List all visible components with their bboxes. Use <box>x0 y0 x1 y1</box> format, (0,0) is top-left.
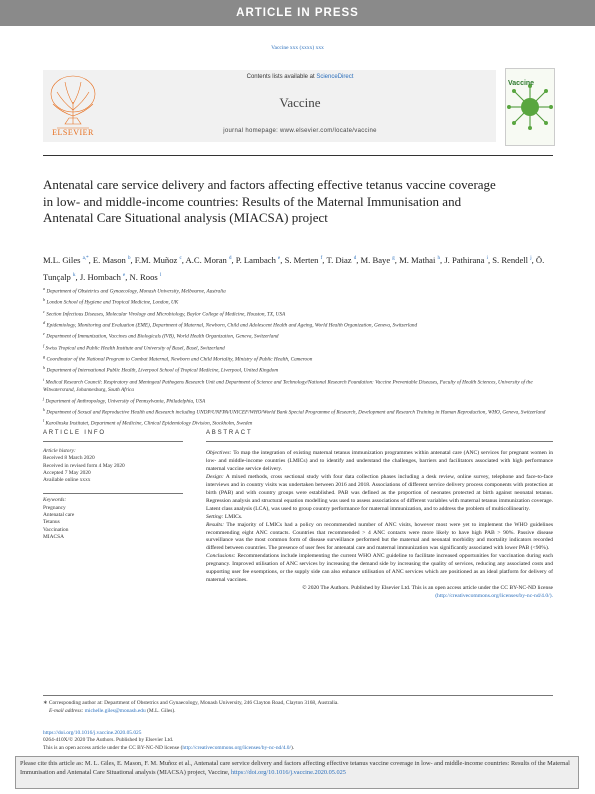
sciencedirect-link[interactable]: ScienceDirect <box>316 74 354 80</box>
affiliation-key: j <box>43 395 45 401</box>
homepage-link[interactable]: www.elsevier.com/locate/vaccine <box>280 128 377 134</box>
article-info-heading: ARTICLE INFO <box>43 430 106 436</box>
author-name: S. Merten $^f$ <box>284 254 323 265</box>
journal-name: Vaccine <box>279 95 321 110</box>
keyword: Tetanus <box>43 519 60 526</box>
abstract-objectives <box>206 450 553 474</box>
email-link[interactable]: michelle.giles@monash.edu <box>84 707 146 714</box>
abstract-setting <box>206 514 553 522</box>
conclusions-label: Conclusions: <box>206 553 236 560</box>
abstract-heading: ABSTRACT <box>206 430 253 436</box>
affiliation-key: b <box>43 297 46 303</box>
affiliation-item: $^a$ Department of Obstetrics and Gynaecology, Monash University, Melbourne, Australia <box>43 286 226 295</box>
author-name: M.L. Giles $^{a,*}$ <box>43 254 89 265</box>
accepted-date: Accepted 7 May 2020 <box>43 469 91 476</box>
affiliation-key: k <box>43 406 45 412</box>
keyword: Antenatal care <box>43 512 75 519</box>
abstract-bottom-rule <box>43 695 553 696</box>
abstract-rule <box>206 441 553 442</box>
conclusions-text: Recommendations include implementing the current WHO ANC guideline to facilitate increased opportunities for vaccination during each pregnancy. Improved utilisation of ANC services by increasing the demand side by increasing the quality of services, reducing any associated costs and supporting user fee exemptions, or the supply side can also enhance utilisation of ANC services which are positioned as an ideal platform for delivery of maternal vaccines. <box>206 553 553 584</box>
affiliation-item: $^k$ Department of Sexual and Reproductive Health and Research including UNDP/UNFPA/UNICEF/WHO/World Bank Special Programme of Research, Development and Research Training in Human Reproduction, WHO, Geneva, Switzerland <box>43 406 546 416</box>
author-name: N. Roos $^l$ <box>129 271 162 282</box>
doi-block <box>43 730 553 752</box>
author-affiliation-marker[interactable]: k <box>73 272 76 278</box>
affiliation-key: c <box>43 308 45 314</box>
author-list: M.L. Giles $^{a,*}$, E. Mason $^b$, F.M. Muñoz $^c$, A.C. Moran $^d$, P. Lambach $^e$, S. Merten $^f$, T. Diaz $^d$, M. Baye $^g$, M. Mathai $^h$, J. Pathirana $^i$, S. Rendell $^j$, Ö. Tunçalp $^k$, J. Hombach $^e$, N. Roos $^l$ <box>43 254 545 282</box>
revised-date: Received in revised form 4 May 2020 <box>43 462 125 469</box>
affiliation-item: $^i$ Medical Research Council: Respiratory and Meningeal Pathogens Research Unit and Department of Science and Technology/National Research Foundation: Vaccine Preventable Diseases, Faculty of Health Sciences, University of the Witwatersrand, Johannesburg, South Africa <box>43 376 533 393</box>
journal-homepage <box>110 128 490 134</box>
affiliation-key: f <box>43 342 45 348</box>
affiliation-key: d <box>43 319 46 325</box>
article-info-block <box>43 448 183 541</box>
affiliation-item: $^j$ Department of Anthropology, University of Pennsylvania, Philadelphia, USA <box>43 395 206 405</box>
affiliation-key: a <box>43 286 46 291</box>
issn-line: 0264-410X/© 2020 The Authors. Published by Elsevier Ltd. <box>43 737 174 744</box>
cover-journal-title: Vaccine <box>508 80 535 87</box>
license-prefix: This is an open access article under the CC BY-NC-ND license ( <box>43 744 183 751</box>
affiliation-item: $^d$ Epidemiology, Monitoring and Evaluation (EME), Department of Maternal, Newborn, Child and Adolescent Health and Ageing, World Health Organization, Geneva, Switzerland <box>43 319 418 329</box>
objectives-text: To map the integration of existing maternal tetanus immunization programmes within antenatal care (ANC) services for pregnant women in low- and middle-income countries (LMICs) and to identify and understand the challenges, barriers and facilitators associated with high performance maternal vaccine service delivery. <box>206 450 553 472</box>
email-label: E-mail address: <box>49 707 84 714</box>
article-info-rule <box>43 441 183 442</box>
doi-link[interactable]: https://doi.org/10.1016/j.vaccine.2020.05.025 <box>43 730 142 736</box>
citation-doi-link[interactable]: https://doi.org/10.1016/j.vaccine.2020.05.025 <box>230 769 346 777</box>
author-affiliation-marker[interactable]: e <box>123 272 126 278</box>
affiliation-item: $^g$ Coordinator of the National Program to Combat Maternal, Newborn and Child Mortality, Ministry of Public Health, Cameroon <box>43 353 313 363</box>
affiliation-key: i <box>43 376 45 382</box>
author-affiliation-marker[interactable]: a,* <box>82 256 89 261</box>
affiliation-item: $^c$ Section Infectious Diseases, Molecular Virology and Microbiology, Baylor College of Medicine, Houston, TX, USA <box>43 308 286 318</box>
author-name: S. Rendell $^j$ <box>492 254 532 265</box>
author-name: J. Pathirana $^i$ <box>444 254 488 265</box>
license-suffix: ). <box>290 744 295 751</box>
license-line <box>43 745 553 752</box>
corresponding-author: ∗ Corresponding author at: Department of Obstetrics and Gynaecology, Monash University, 246 Clayton Road, Clayton 3168, Australia. <box>43 700 339 706</box>
keywords-rule <box>43 493 183 494</box>
corresponding-text: Corresponding author at: Department of Obstetrics and Gynaecology, Monash University, 246 Clayton Road, Clayton 3168, Australia. <box>48 700 339 706</box>
author-affiliation-marker[interactable]: d <box>353 256 357 261</box>
affiliation-item: $^f$ Swiss Tropical and Public Health Institute and University of Basel, Basel, Switzerland <box>43 342 225 352</box>
contents-line <box>110 74 490 80</box>
keyword: MIACSA <box>43 533 64 540</box>
results-text: The majority of LMICs had a policy on recommended number of ANC visits, however most were yet to implement the WHO guidelines recommending eight ANC contacts. Countries that recommended > 4 ANC contacts were more likely to have high PAB > 90%. Passive disease surveillance was the most common form of disease surveillance performed but the maternal and neonatal morbidity and mortality indicators recorded differed between countries. The presence of user fees for antenatal care and maternal immunization was significantly associated with lower PAB (<90%). <box>206 521 553 552</box>
corresponding-footnote <box>43 700 553 715</box>
elsevier-wordmark: ELSEVIER <box>52 128 94 137</box>
author-affiliation-marker[interactable]: h <box>437 256 441 261</box>
abstract-body <box>206 450 553 601</box>
abstract-conclusions <box>206 553 553 585</box>
abstract-copyright <box>206 585 553 601</box>
objectives-label: Objectives: <box>206 450 232 456</box>
author-name: E. Mason $^b$ <box>92 254 131 265</box>
author-affiliation-marker[interactable]: d <box>229 256 232 261</box>
banner-text: ARTICLE IN PRESS <box>236 7 359 19</box>
author-name: M. Baye $^g$ <box>360 254 395 265</box>
author-affiliation-marker[interactable]: l <box>159 272 162 278</box>
affiliation-list <box>43 285 553 429</box>
author-name: A.C. Moran $^d$ <box>185 254 232 265</box>
header-divider <box>43 155 553 156</box>
article-in-press-banner <box>0 0 595 26</box>
author-name: F.M. Muñoz $^c$ <box>134 254 182 265</box>
setting-text: LMICs. <box>224 513 243 520</box>
affiliation-item: $^l$ Karolinska Institutet, Department of Medicine, Clinical Epidemiology Division, Stockholm, Sweden <box>43 418 253 427</box>
license-url-link[interactable]: http://creativecommons.org/licenses/by-nc-nd/4.0/ <box>182 744 291 751</box>
affiliation-item: $^e$ Department of Immunization, Vaccines and Biologicals (IVB), World Health Organization, Geneva, Switzerland <box>43 331 279 341</box>
email-suffix: (M.L. Giles). <box>147 707 176 714</box>
citation-box <box>15 756 579 789</box>
affiliation-key: h <box>43 365 46 371</box>
author-affiliation-marker[interactable]: b <box>128 256 131 261</box>
author-affiliation-marker[interactable]: f <box>320 256 323 261</box>
author-name: T. Diaz $^d$ <box>326 254 357 265</box>
affiliation-key: g <box>43 353 46 359</box>
article-title: Antenatal care service delivery and factors affecting effective tetanus vaccine coverage in low- and middle-income countries: Results of the Maternal Immunisation and Antenatal Care Situational analysis (MIACSA) project <box>43 177 496 225</box>
journal-reference[interactable]: Vaccine xxx (xxxx) xxx <box>271 45 324 51</box>
author-name: P. Lambach $^e$ <box>235 254 281 265</box>
author-name: Ö. Tunçalp $^k$ <box>43 254 545 282</box>
keyword: Vaccination <box>43 526 69 533</box>
author-affiliation-marker[interactable]: c <box>179 256 182 261</box>
affiliation-item: $^b$ London School of Hygiene and Tropical Medicine, London, UK <box>43 297 179 307</box>
author-affiliation-marker[interactable]: g <box>392 256 395 261</box>
author-name: M. Mathai $^h$ <box>399 254 441 265</box>
design-label: Design: <box>206 473 224 480</box>
keywords-label: Keywords: <box>43 497 67 504</box>
design-text: A mixed methods, cross sectional study with four data collection phases including a desk review, online survey, telephone and face-to-face interviews and in country visits was undertaken between 2016 and 2018. Associations of different service delivery process components with protection at birth (PAB) and with country groups were established. PAB was defined as the proportion of neonates protected at birth against neonatal tetanus. Regression analysis and structural equation modelling was used to assess associations of different variables with maternal tetanus immunization coverage. Latent class analysis (LCA), was used to group country performance for maternal immunization, and to address the problem of multicollinearity. <box>206 473 553 512</box>
homepage-label: journal homepage: <box>223 128 279 134</box>
author-name: J. Hombach $^e$ <box>79 271 126 282</box>
online-date: Available online xxxx <box>43 477 91 484</box>
license-link[interactable]: (http://creativecommons.org/licenses/by-nc-nd/4.0/). <box>435 593 553 600</box>
results-label: Results: <box>206 521 225 528</box>
affiliation-key: e <box>43 331 45 337</box>
author-affiliation-marker[interactable]: e <box>278 256 281 261</box>
history-label: Article history: <box>43 448 76 454</box>
email-line <box>43 708 553 716</box>
received-date: Received 8 March 2020 <box>43 455 95 462</box>
citation-text: Please cite this article as: M. L. Giles, E. Mason, F. M. Muñoz et al., Antenatal care service delivery and factors affecting effective tetanus vaccine coverage in low- and middle-income countries: Results of the Maternal Immunisation and Antenatal Care Situational analysis (MIACSA) project, Vaccine, <box>20 760 570 777</box>
abstract-design <box>206 474 553 514</box>
affiliation-key: l <box>43 418 45 424</box>
author-affiliation-marker[interactable]: i <box>486 256 488 261</box>
author-affiliation-marker[interactable]: j <box>530 256 532 261</box>
keyword: Pregnancy <box>43 504 66 511</box>
contents-prefix: Contents lists available at <box>246 74 315 80</box>
setting-label: Setting: <box>206 513 224 520</box>
affiliation-item: $^h$ Department of International Public Health, Liverpool School of Tropical Medicine, Liverpool, United Kingdom <box>43 365 279 375</box>
abstract-results <box>206 522 553 554</box>
copyright-text: © 2020 The Authors. Published by Elsevier Ltd. This is an open access article under the CC BY-NC-ND license <box>302 585 553 592</box>
